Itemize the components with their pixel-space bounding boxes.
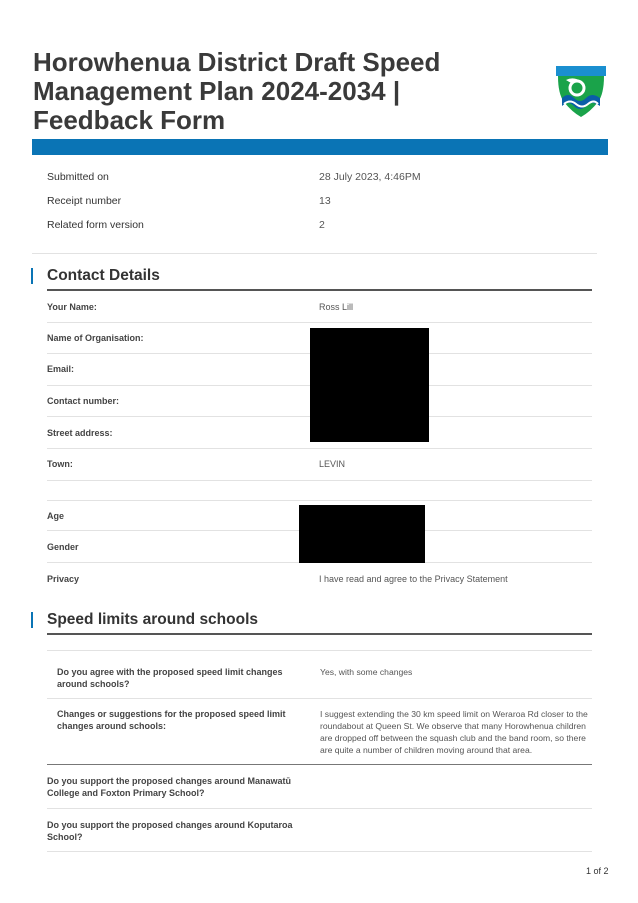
question-text: Do you agree with the proposed speed limit changes around schools? [57, 667, 283, 689]
question-text: Changes or suggestions for the proposed speed limit changes around schools: [57, 709, 286, 731]
name-row [47, 291, 592, 323]
organisation-label: Name of Organisation: [47, 333, 144, 343]
question-row [47, 698, 592, 765]
page-title: Horowhenua District Draft Speed Management Plan 2024-2034 | Feedback Form [33, 47, 441, 135]
answer-text: Yes, with some changes [320, 667, 413, 677]
section-marker [31, 612, 33, 628]
submitted-on-value: 28 July 2023, 4:46PM [319, 171, 421, 183]
answer-text: I suggest extending the 30 km speed limit on Weraroa Rd closer to the roundabout at Queen St. We observe that many Horowhenua children are dropped off between the squash club and the band room, so there are quite a number of children moving around that area. [320, 709, 588, 755]
privacy-value: I have read and agree to the Privacy Statement [319, 574, 508, 584]
redaction-box [310, 328, 429, 442]
question-row [47, 650, 592, 699]
town-value: LEVIN [319, 459, 346, 469]
question-text: Do you support the proposed changes around Koputaroa School? [47, 820, 293, 842]
question-text: Do you support the proposed changes around Manawatū College and Foxton Primary School? [47, 776, 292, 798]
email-label: Email: [47, 364, 75, 374]
name-value: Ross Lill [319, 302, 354, 312]
town-label: Town: [47, 459, 73, 469]
privacy-row [47, 563, 592, 591]
header-band [32, 139, 608, 155]
name-label: Your Name: [47, 302, 97, 312]
submitted-on-label: Submitted on [47, 171, 109, 183]
blank-row [47, 481, 592, 501]
town-row [47, 449, 592, 481]
page-number: 1 of 2 [586, 866, 609, 876]
street-address-label: Street address: [47, 428, 113, 438]
privacy-label: Privacy [47, 574, 80, 584]
age-label: Age [47, 511, 65, 521]
contact-number-label: Contact number: [47, 396, 119, 406]
divider [32, 253, 597, 254]
redaction-box [299, 505, 425, 563]
council-wave-logo-icon [556, 66, 606, 118]
question-row [47, 809, 592, 852]
receipt-number-value: 13 [319, 195, 331, 207]
gender-label: Gender [47, 542, 79, 552]
form-version-label: Related form version [47, 219, 144, 231]
receipt-number-label: Receipt number [47, 195, 122, 207]
section-rule [47, 633, 592, 635]
schools-heading: Speed limits around schools [47, 611, 259, 628]
contact-details-heading: Contact Details [47, 267, 160, 284]
question-row [47, 765, 592, 809]
section-marker [31, 268, 33, 284]
form-version-value: 2 [319, 219, 325, 231]
